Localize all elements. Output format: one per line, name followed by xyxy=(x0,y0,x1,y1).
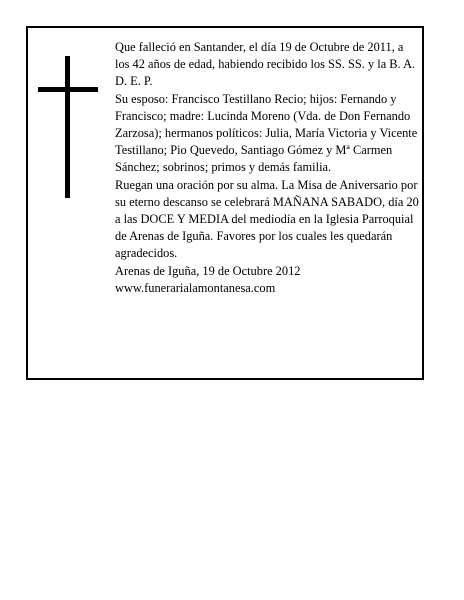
notice-family: Su esposo: Francisco Testillano Recio; hijos: Fernando y Francisco; madre: Lucinda Moreno (Vda. de Don Fernando Zarzosa); hermanos políticos: Julia, María Victoria y Vicente Testillano; Pio Quevedo, Santiago Gómez y Mª Carmen Sánchez; sobrinos; primos y demás familia. xyxy=(115,91,418,175)
notice-place-date: Arenas de Iguña, 19 de Octubre 2012 xyxy=(115,263,301,278)
obituary-notice xyxy=(26,26,424,380)
cross-horizontal-bar xyxy=(38,87,98,92)
notice-intro: Que falleció en Santander, el día 19 de Octubre de 2011, a los 42 años de edad, habiendo recibido los SS. SS. y la B. A. xyxy=(115,40,416,72)
notice-body xyxy=(115,39,420,297)
cross-icon xyxy=(38,56,98,198)
cross-vertical-bar xyxy=(65,56,70,198)
notice-website: www.funerarialamontanesa.com xyxy=(115,280,276,295)
notice-dep: D. E. P. xyxy=(115,74,153,89)
notice-request: Ruegan una oración por su alma. La Misa de Aniversario por su eterno descanso se celebrará MAÑANA SABADO, día 20 a las DOCE Y MEDIA del mediodía en la Iglesia Parroquial de Arenas de Iguña. Favores por los cuales les quedarán agradecidos. xyxy=(115,177,419,261)
